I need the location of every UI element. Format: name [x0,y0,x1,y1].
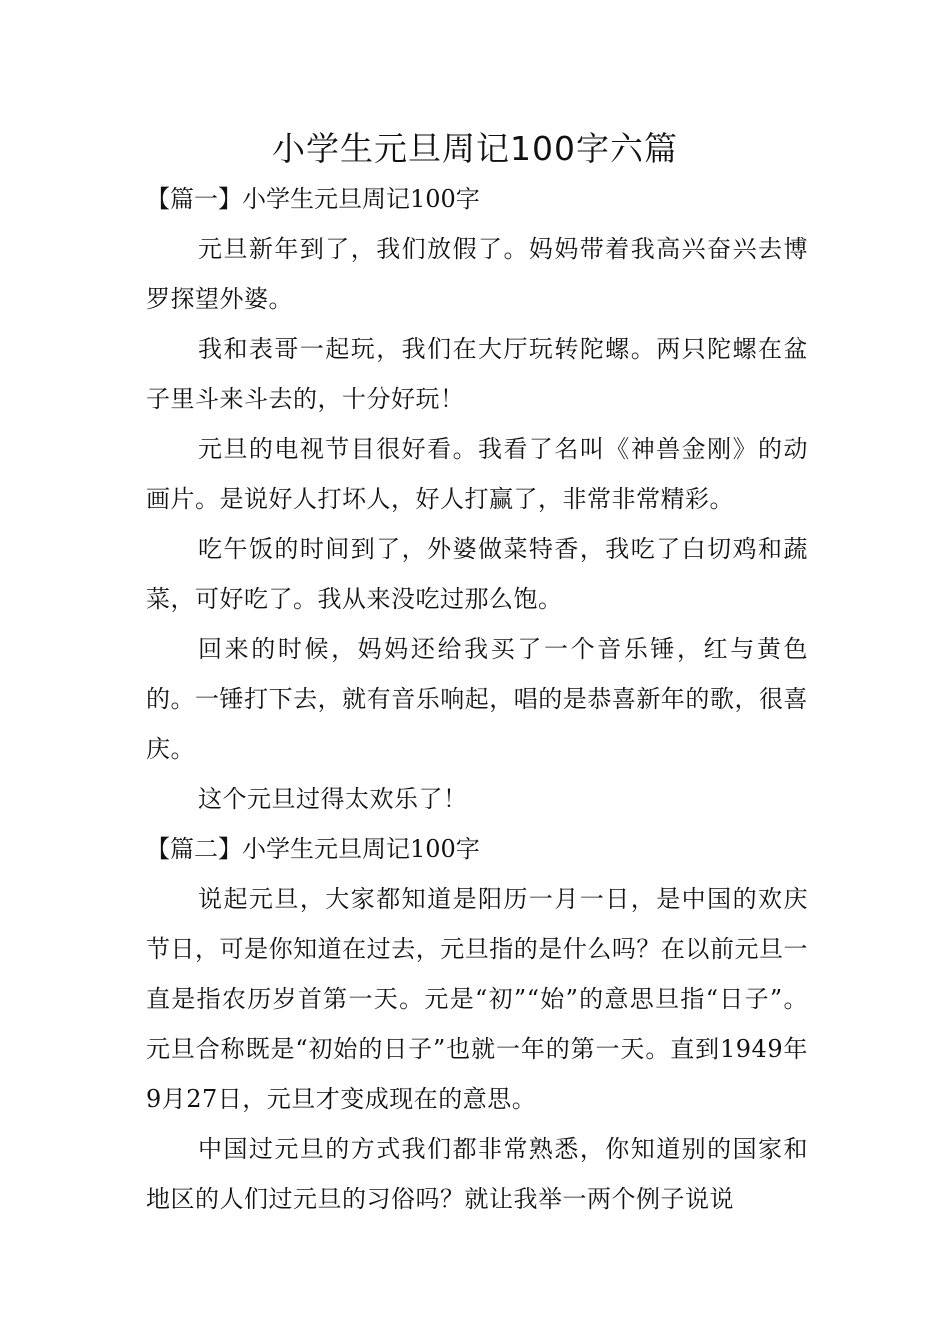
paragraph: 回来的时候，妈妈还给我买了一个音乐锤，红与黄色的。一锤打下去，就有音乐响起，唱的是恭喜新年的歌，很喜庆。 [146,635,808,763]
paragraph: 说起元旦，大家都知道是阳历一月一日，是中国的欢庆节日，可是你知道在过去，元旦指的是什么吗？在以前元旦一直是指农历岁首第一天。元是“初”“始”的意思旦指“日子”。元旦合称既是“初始的日子”也就一年的第一天。直到1949年9月27日，元旦才变成现在的意思。 [146,885,808,1113]
document-body [146,174,808,1224]
paragraph: 我和表哥一起玩，我们在大厅玩转陀螺。两只陀螺在盆子里斗来斗去的，十分好玩！ [146,335,808,413]
document-title: 小学生元旦周记100字六篇 [272,129,678,168]
section-heading: 【篇一】小学生元旦周记100字 [146,185,480,213]
section-1 [146,174,808,824]
paragraph: 中国过元旦的方式我们都非常熟悉，你知道别的国家和地区的人们过元旦的习俗吗？就让我举一两个例子说说 [146,1135,808,1213]
paragraph: 吃午饭的时间到了，外婆做菜特香，我吃了白切鸡和蔬菜，可好吃了。我从来没吃过那么饱。 [146,535,808,613]
paragraph: 元旦的电视节目很好看。我看了名叫《神兽金刚》的动画片。是说好人打坏人，好人打赢了，非常非常精彩。 [146,435,808,513]
section-heading: 【篇二】小学生元旦周记100字 [146,835,480,863]
paragraph: 这个元旦过得太欢乐了！ [198,785,468,813]
paragraph: 元旦新年到了，我们放假了。妈妈带着我高兴奋兴去博罗探望外婆。 [146,235,808,313]
section-2 [146,824,808,1224]
